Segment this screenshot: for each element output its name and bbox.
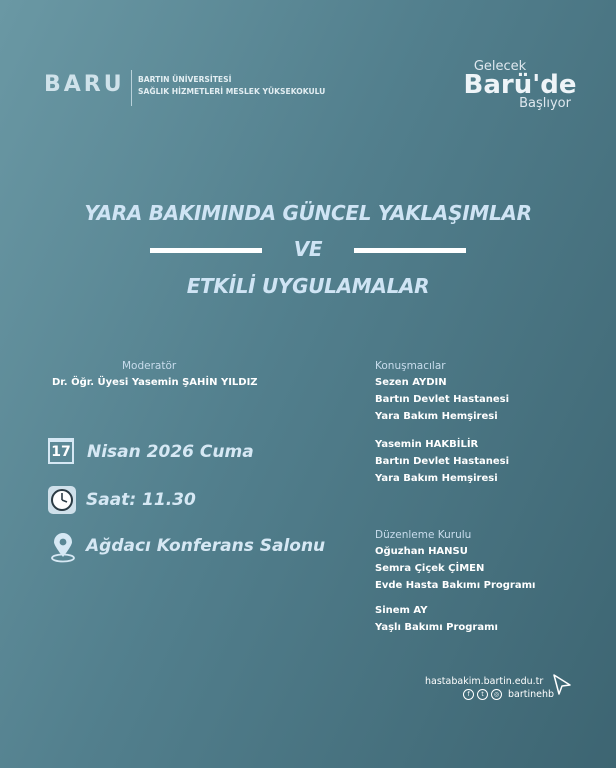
slogan-logo xyxy=(455,60,585,111)
speaker-1-org: Bartın Devlet Hastanesi xyxy=(375,394,510,405)
slogan-line-3: Başlıyor xyxy=(519,96,571,111)
speaker-2-role: Yara Bakım Hemşiresi xyxy=(375,473,498,484)
school-name: SAĞLIK HİZMETLERİ MESLEK YÜKSEKOKULU xyxy=(138,87,326,96)
location-pin-icon xyxy=(50,533,76,563)
speakers-label: Konuşmacılar xyxy=(375,360,446,372)
committee-label: Düzenleme Kurulu xyxy=(375,529,472,541)
committee-member-2: Semra Çiçek ÇİMEN xyxy=(375,563,485,574)
speaker-1-name: Sezen AYDIN xyxy=(375,377,447,388)
event-place: Ağdacı Konferans Salonu xyxy=(86,536,326,556)
university-name: BARTIN ÜNİVERSİTESİ xyxy=(138,75,232,84)
university-logo: BARU xyxy=(44,72,125,97)
committee-program-1: Evde Hasta Bakımı Programı xyxy=(375,580,536,591)
social-icons xyxy=(463,689,554,700)
moderator-label: Moderatör xyxy=(122,360,177,372)
speaker-2-name: Yasemin HAKBİLİR xyxy=(375,439,479,450)
website-link[interactable]: hastabakim.bartin.edu.tr xyxy=(425,676,544,687)
committee-program-2: Yaşlı Bakımı Programı xyxy=(375,622,498,633)
social-handle[interactable]: bartinehb xyxy=(508,689,555,700)
title-bar-right xyxy=(354,248,466,253)
committee-member-3: Sinem AY xyxy=(375,605,428,616)
event-time: Saat: 11.30 xyxy=(86,490,196,510)
facebook-icon[interactable]: f xyxy=(463,689,474,700)
slogan-line-2: Barü'de xyxy=(463,70,577,100)
slogan-line-1: Gelecek xyxy=(473,59,527,74)
twitter-icon[interactable]: t xyxy=(477,689,488,700)
committee-member-1: Oğuzhan HANSU xyxy=(375,546,468,557)
clock-icon xyxy=(48,486,76,514)
cursor-pointer-icon xyxy=(551,673,573,701)
logo-divider xyxy=(131,70,132,106)
calendar-icon: 17 xyxy=(48,438,74,464)
speaker-2-org: Bartın Devlet Hastanesi xyxy=(375,456,510,467)
event-date: Nisan 2026 Cuma xyxy=(87,442,254,462)
moderator-name: Dr. Öğr. Üyesi Yasemin ŞAHİN YILDIZ xyxy=(52,377,258,388)
title-line-3: ETKİLİ UYGULAMALAR xyxy=(186,274,430,298)
university-name-block xyxy=(138,74,325,98)
speaker-1-role: Yara Bakım Hemşiresi xyxy=(375,411,498,422)
title-line-2: VE xyxy=(293,237,323,261)
title-line-1: YARA BAKIMINDA GÜNCEL YAKLAŞIMLAR xyxy=(84,201,532,225)
instagram-icon[interactable]: ◎ xyxy=(491,689,502,700)
